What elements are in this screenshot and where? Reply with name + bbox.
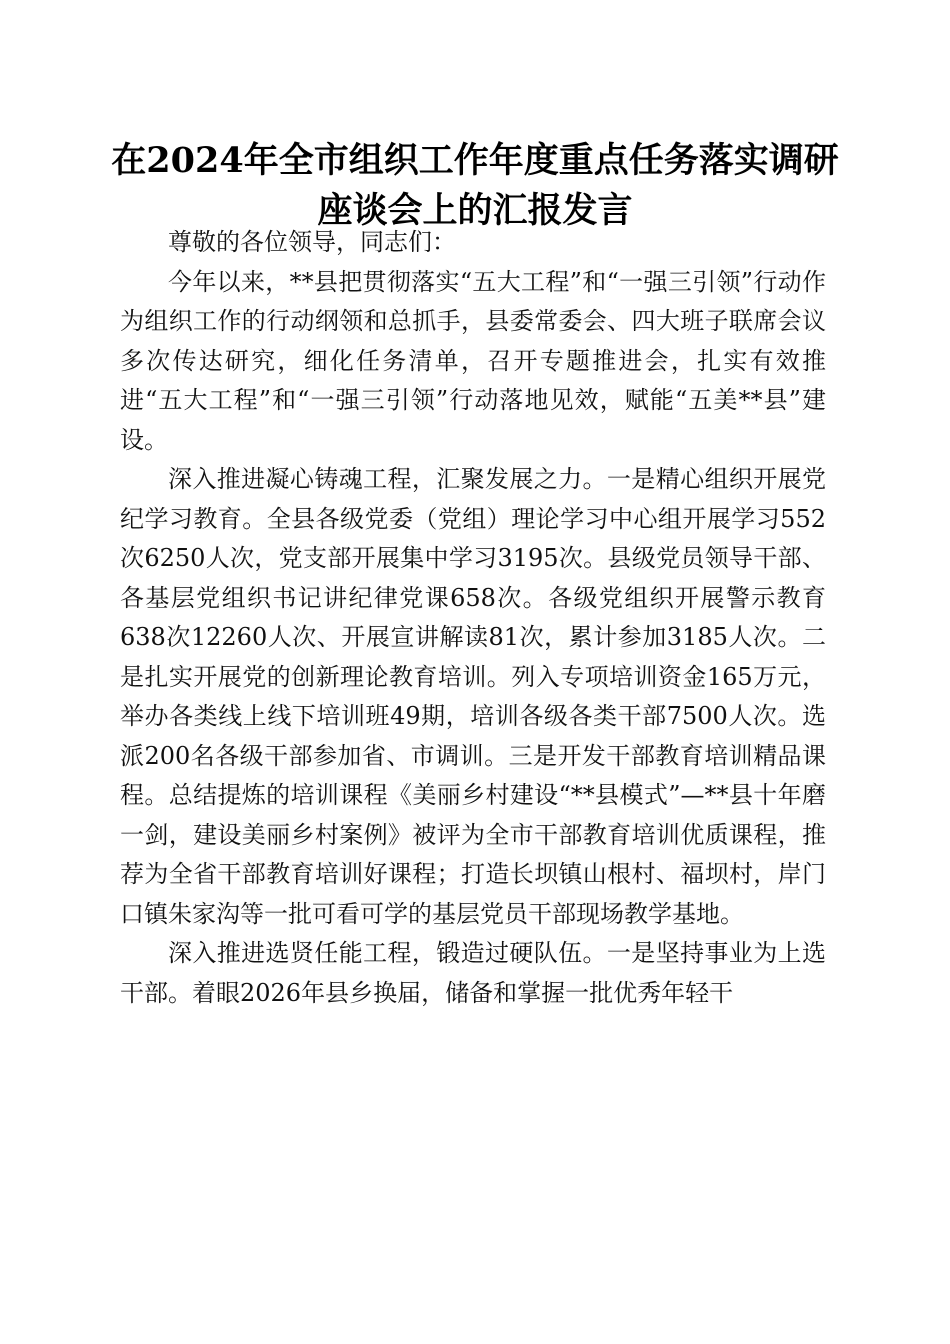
- section-paragraph-xuanxian: 深入推进选贤任能工程，锻造过硬队伍。一是坚持事业为上选干部。着眼2026年县乡换届，储备和掌握一批优秀年轻干: [120, 939, 826, 1007]
- document-body: [120, 223, 826, 1013]
- document-title: 在2024年全市组织工作年度重点任务落实调研座谈会上的汇报发言: [111, 140, 839, 231]
- intro-paragraph: 今年以来，**县把贯彻落实“五大工程”和“一强三引领”行动作为组织工作的行动纲领和总抓手，县委常委会、四大班子联席会议多次传达研究，细化任务清单，召开专题推进会，扎实有效推进“五大工程”和“一强三引领”行动落地见效，赋能“五美**县”建设。: [120, 267, 826, 454]
- salutation-paragraph: 尊敬的各位领导，同志们：: [168, 228, 456, 256]
- section-paragraph-ningxin: 深入推进凝心铸魂工程，汇聚发展之力。一是精心组织开展党纪学习教育。全县各级党委（党组）理论学习中心组开展学习552次6250人次，党支部开展集中学习3195次。县级党员领导干部、各基层党组织书记讲纪律党课658次。各级党组织开展警示教育638次12260人次、开展宣讲解读81次，累计参加3185人次。二是扎实开展党的创新理论教育培训。列入专项培训资金165万元，举办各类线上线下培训班49期，培训各级各类干部7500人次。选派200名各级干部参加省、市调训。三是开发干部教育培训精品课程。总结提炼的培训课程《美丽乡村建设“**县模式”—**县十年磨一剑，建设美丽乡村案例》被评为全市干部教育培训优质课程，推荐为全省干部教育培训好课程；打造长坝镇山根村、福坝村，岸门口镇朱家沟等一批可看可学的基层党员干部现场教学基地。: [120, 465, 826, 928]
